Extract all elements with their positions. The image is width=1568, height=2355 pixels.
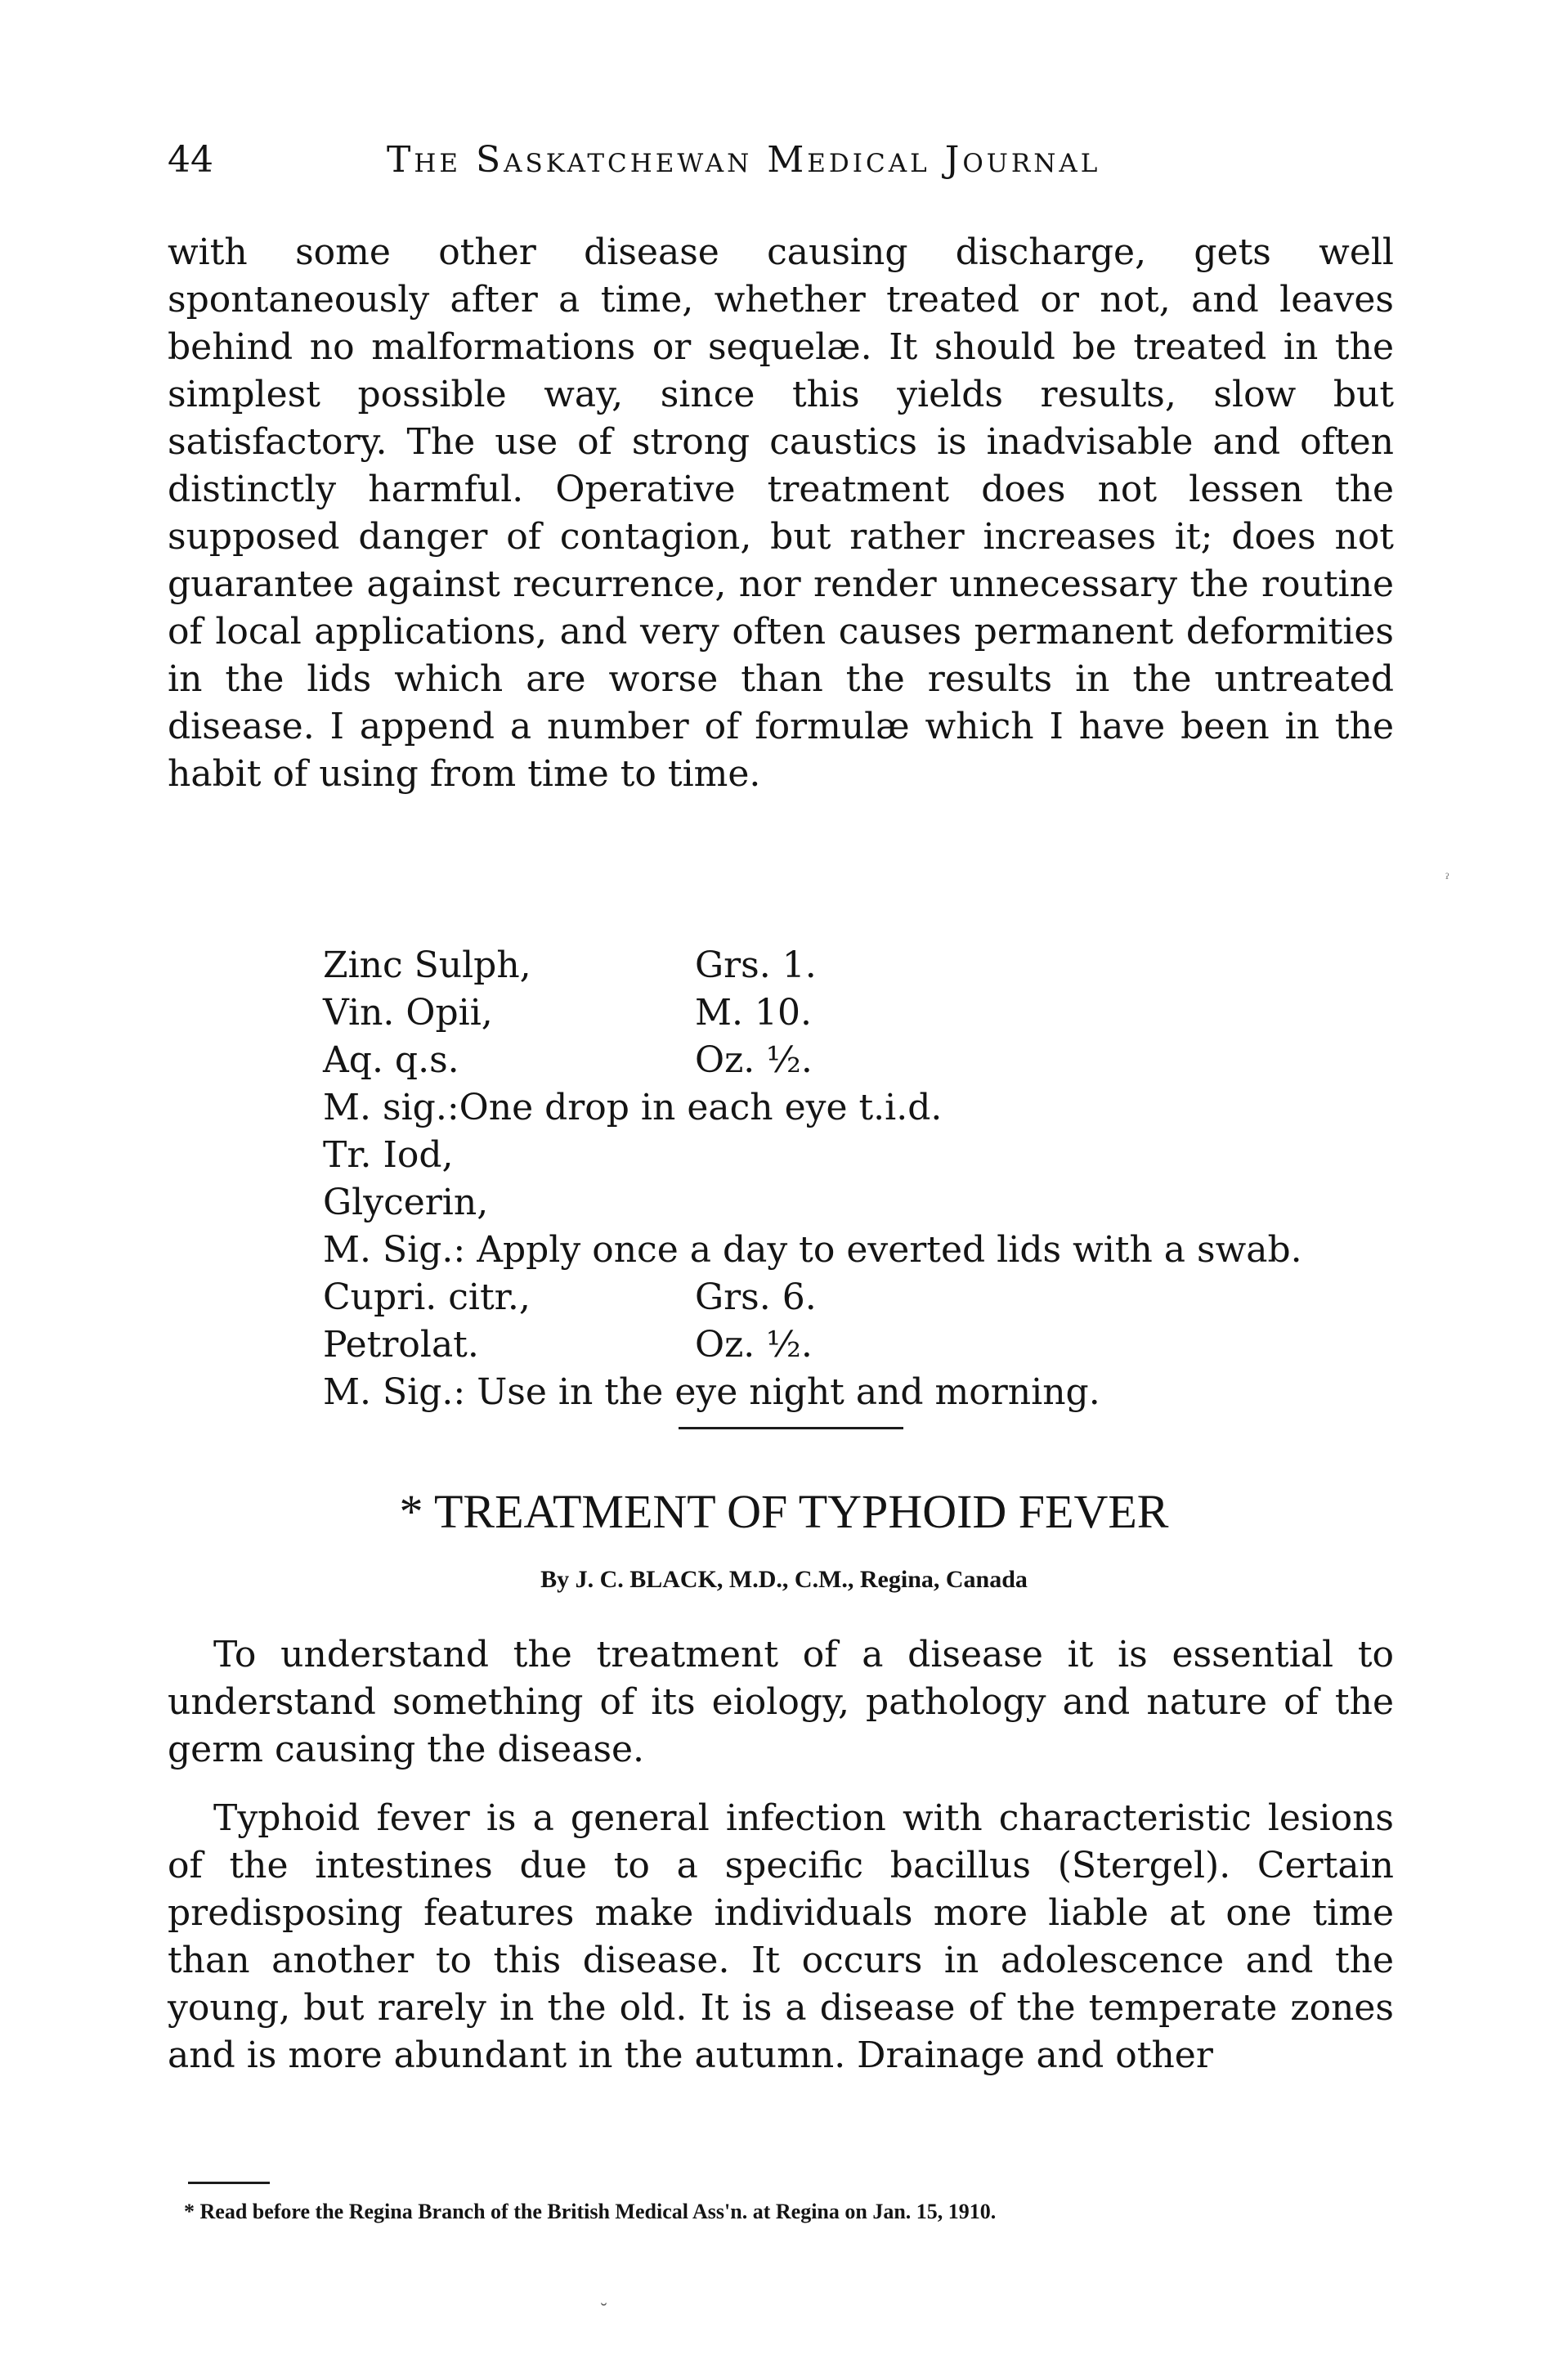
rx-drug: Vin. Opii, — [323, 992, 493, 1034]
article-paragraph: Typhoid fever is a general infection with characteristic lesions of the intestines due to a specific bacillus (Stergel). Certain predisposing features make individuals more liable at one time than another to this disease. It occurs in adolescence and the young, but rarely in the old. It is a disease of the temperate zones and is more abundant in the autumn. Drainage and other — [168, 1797, 1394, 2076]
rx-signa: M. sig.:One drop in each eye t.i.d. — [323, 1087, 943, 1128]
page-number: 44 — [168, 139, 213, 181]
continued-paragraph: with some other disease causing discharge, gets well spontaneously after a time, whether treated or not, and leaves behind no malformations or sequelæ. It should be treated in the simplest possible way, since this yields results, slow but satisfactory. The use of strong caustics is inadvisable and often distinctly harmful. Operative treatment does not lessen the supposed danger of contagion, but rather increases it; does not guarantee against recurrence, nor render unnecessary the routine of local applications, and very often causes permanent deformities in the lids which are worse than the results in the untreated disease. I append a number of formulæ which I have been in the habit of using from time to time. — [168, 231, 1394, 795]
article-paragraph: To understand the treatment of a disease it is essential to understand something of its eiology, pathology and nature of the germ causing the disease. — [168, 1634, 1394, 1770]
margin-speck: ˀ — [1445, 871, 1450, 888]
page-header — [168, 139, 1394, 188]
prescription-zinc — [323, 942, 1402, 1416]
rx-drug: Petrolat. — [323, 1324, 479, 1366]
section-divider — [679, 1427, 903, 1429]
rx-row — [323, 1321, 1402, 1369]
rx-signa: M. Sig.: Apply once a day to everted lids with a swab. — [323, 1229, 1302, 1271]
rx-ingredient: Glycerin, — [323, 1182, 489, 1223]
footnote-rule — [188, 2182, 270, 2184]
running-title: The Saskatchewan Medical Journal — [387, 139, 1101, 181]
rx-drug: Aq. q.s. — [323, 1039, 459, 1081]
rx-row — [323, 1037, 1402, 1084]
rx-dose: Grs. 6. — [695, 1276, 817, 1318]
rx-dose: Grs. 1. — [695, 944, 817, 986]
rx-drug: Cupri. citr., — [323, 1276, 531, 1318]
rx-signa: M. Sig.: Use in the eye night and morning. — [323, 1371, 1100, 1413]
rx-dose: Oz. ½. — [695, 1324, 813, 1366]
rx-row — [323, 1274, 1402, 1321]
article-byline: By J. C. BLACK, M.D., C.M., Regina, Canada — [540, 1566, 1028, 1593]
footnote: * Read before the Regina Branch of the British Medical Ass'n. at Regina on Jan. 15, 1910. — [184, 2200, 997, 2223]
rx-row — [323, 989, 1402, 1037]
bottom-speck: ˘ — [599, 2302, 608, 2322]
rx-ingredient: Tr. Iod, — [323, 1134, 454, 1176]
rx-drug: Zinc Sulph, — [323, 944, 531, 986]
rx-row — [323, 942, 1402, 989]
rx-dose: Oz. ½. — [695, 1039, 813, 1081]
article-title: * TREATMENT OF TYPHOID FEVER — [399, 1485, 1169, 1538]
rx-dose: M. 10. — [695, 992, 812, 1034]
